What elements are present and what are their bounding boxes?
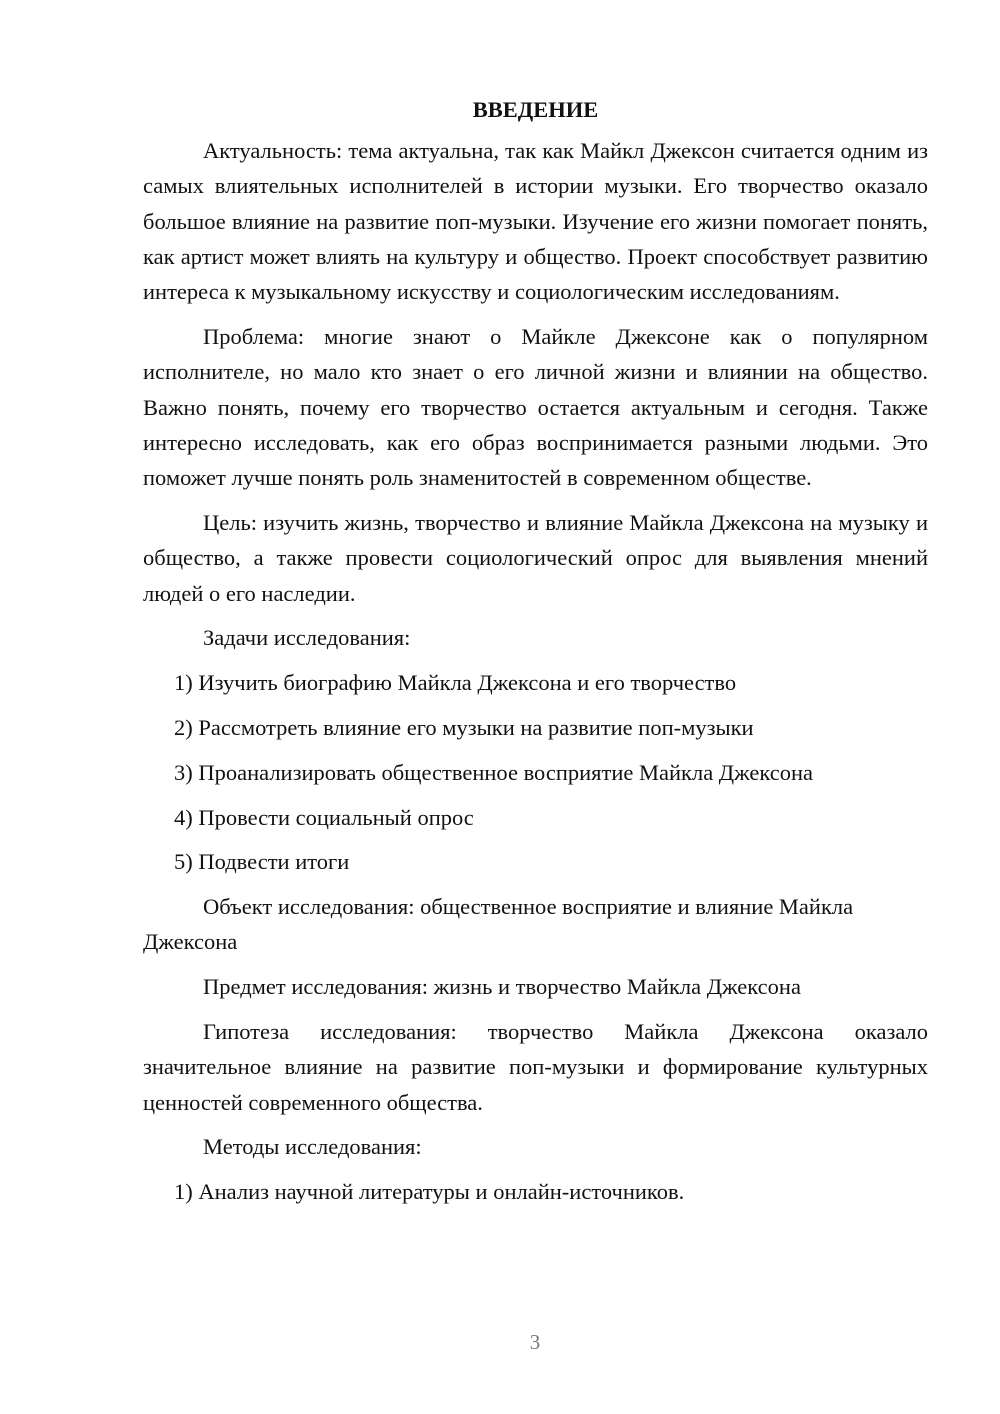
paragraph-goal: Цель: изучить жизнь, творчество и влияние Майкла Джексона на музыку и общество, а также провести социологический опрос для выявления мнений людей о его наследии.: [143, 509, 928, 606]
list-item: 5) Подвести итоги: [174, 849, 350, 875]
page-number: 3: [529, 1330, 541, 1354]
tasks-heading: Задачи исследования:: [203, 625, 411, 651]
list-item: 1) Анализ научной литературы и онлайн-источников.: [174, 1179, 685, 1205]
list-item: 1) Изучить биографию Майкла Джексона и его творчество: [174, 670, 737, 696]
section-title: ВВЕДЕНИЕ: [472, 97, 599, 122]
methods-heading: Методы исследования:: [203, 1134, 422, 1160]
paragraph-relevance: Актуальность: тема актуальна, так как Майкл Джексон считается одним из самых влиятельных исполнителей в истории музыки. Его творчество оказало большое влияние на развитие поп-музыки. Изучение его жизни помогает понять, как артист может влиять на культуру и общество. Проект способствует развитию интереса к музыкальному искусству и социологическим исследованиям.: [143, 138, 928, 305]
paragraph-problem: Проблема: многие знают о Майкле Джексоне как о популярном исполнителе, но мало кто знает о его личной жизни и влиянии на общество. Важно понять, почему его творчество остается актуальным и сегодня. Также интересно исследовать, как его образ воспринимается разными людьми. Это поможет лучше понять роль знаменитостей в современном обществе.: [143, 323, 928, 491]
list-item: 2) Рассмотреть влияние его музыки на развитие поп-музыки: [174, 714, 754, 740]
document-page: [143, 92, 928, 1219]
paragraph-subject: Предмет исследования: жизнь и творчество Майкла Джексона: [203, 974, 801, 1000]
paragraph-object: Объект исследования: общественное восприятие и влияние Майкла Джексона: [143, 894, 854, 955]
paragraph-hypothesis: Гипотеза исследования: творчество Майкла Джексона оказало значительное влияние на развитие поп-музыки и формирование культурных ценностей современного общества.: [143, 1019, 928, 1115]
tasks-list: [143, 665, 928, 879]
list-item: 4) Провести социальный опрос: [174, 804, 474, 830]
list-item: 3) Проанализировать общественное восприятие Майкла Джексона: [174, 759, 814, 785]
methods-list: [143, 1174, 928, 1209]
